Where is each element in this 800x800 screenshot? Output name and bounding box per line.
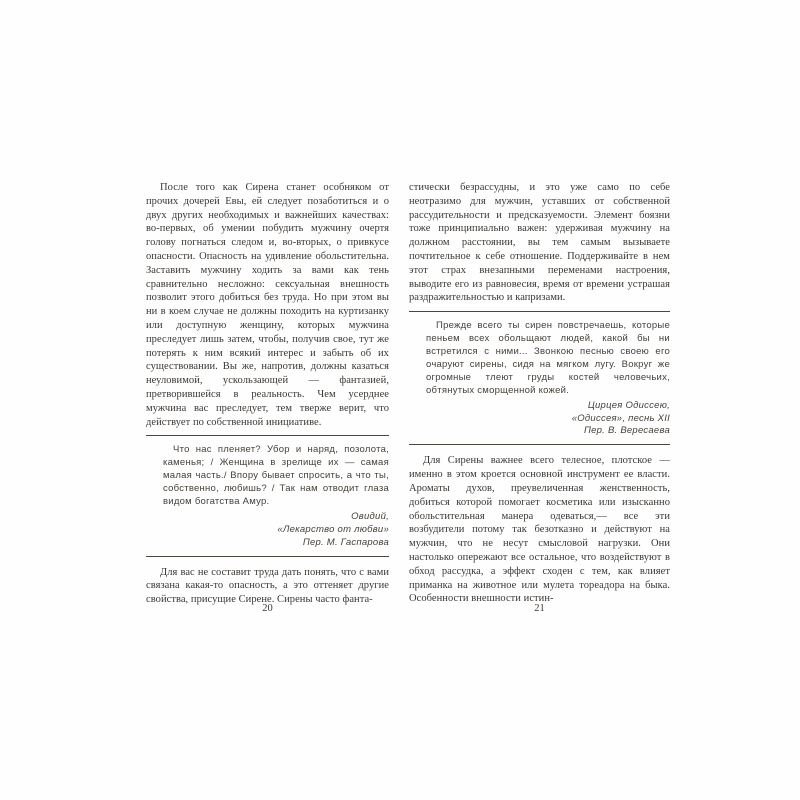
- right-quote-text: Прежде всего ты сирен повстречаешь, которые пеньем всех обольщают людей, какой бы ни встретился с ними... Звонкою песнью своею его очаруют сирены, сидя на мягком лугу. Вокруг же огромные тлеют груды костей человечьих, обтянутых сморщенной кожей.: [426, 320, 670, 396]
- left-attribution-work: «Лекарство от любви»: [277, 523, 389, 535]
- left-body-paragraph-2: Для вас не составит труда дать понять, что с вами связана какая-то опасность, а это оттеняет другие свойства, присущие Сирене. Сирены часто фанта-: [146, 566, 389, 606]
- right-quote-block: [409, 320, 670, 438]
- right-attribution-translator: Пер. В. Вересаева: [583, 425, 670, 437]
- right-attribution-work: «Одиссея», песнь XII: [571, 412, 670, 424]
- page-number-right: 21: [534, 603, 545, 614]
- left-attribution-translator: Пер. М. Гаспарова: [302, 536, 389, 548]
- right-body-paragraph-2: Для Сирены важнее всего телесное, плотское — именно в этом кроется основной инструмент ее власти. Ароматы духов, преувеличенная женственность, добиться которой помогает косметика или изысканно обольстительная манера одеваться,— все эти возбудители потому так безотказно и действуют на мужчин, что не несут смысловой нагрузки. Они настолько опережают все остальное, что воздействуют в обход рассудка, а эффект сходен с тем, как влияет приманка на животное или мулета тореадора на быка. Особенности внешности истин-: [409, 455, 670, 605]
- right-quote-attribution: [426, 400, 670, 439]
- right-quote-bottom-divider: [409, 444, 670, 445]
- page-number-left: 20: [262, 603, 273, 614]
- left-quote-text: Что нас пленяет? Убор и наряд, позолота, каменья; / Женщина в зрелище их — самая малая часть./ Впору бывает спросить, а что ты, собственно, любишь? / Так нам отводит глаза видом богатства Амур.: [163, 444, 389, 507]
- left-body-paragraph-1: После того как Сирена станет особняком от прочих дочерей Евы, ей следует позаботиться и о двух других необходимых и важнейших качествах: во-первых, об умении побудить мужчину очертя голову погнаться следом и, во-вторых, о привкусе опасности. Опасность на удивление обольстительна. Заставить мужчину ходить за вами как тень сравнительно несложно: сексуальная внешность позволит этого добиться без труда. Но при этом вы ни в коем случае не должны походить на куртизанку или доступную женщину, которых мужчина преследует лишь затем, чтобы, получив свое, тут же потерять к ним всякий интерес и забыть об их существовании. Вы же, напротив, должны казаться неуловимой, ускользающей — фантазией, претворившейся в реальность. Чем усерднее мужчина вас преследует, тем тверже верит, что действует по собственной инициативе.: [146, 182, 389, 428]
- page-right: [409, 181, 670, 606]
- page-left: [146, 181, 389, 607]
- left-quote-block: [146, 444, 389, 549]
- right-attribution-author: Цирцея Одиссею,: [587, 399, 670, 411]
- left-quote-attribution: [163, 511, 389, 550]
- left-attribution-author: Овидий,: [351, 510, 389, 522]
- right-body-paragraph-1: стически безрассудны, и это уже само по себе неотразимо для мужчин, уставших от собственной рассудительности и предсказуемости. Элемент боязни тоже принципиально важен: удерживая мужчину на должном расстоянии, вы тем самым вызываете почтительное к себе отношение. Поддерживайте в нем этот страх внезапными переменами настроения, выводите его из равновесия, время от времени устрашая раздражительностью и капризами.: [409, 182, 670, 304]
- left-quote-bottom-divider: [146, 556, 389, 557]
- right-quote-top-divider: [409, 311, 670, 312]
- left-quote-top-divider: [146, 435, 389, 436]
